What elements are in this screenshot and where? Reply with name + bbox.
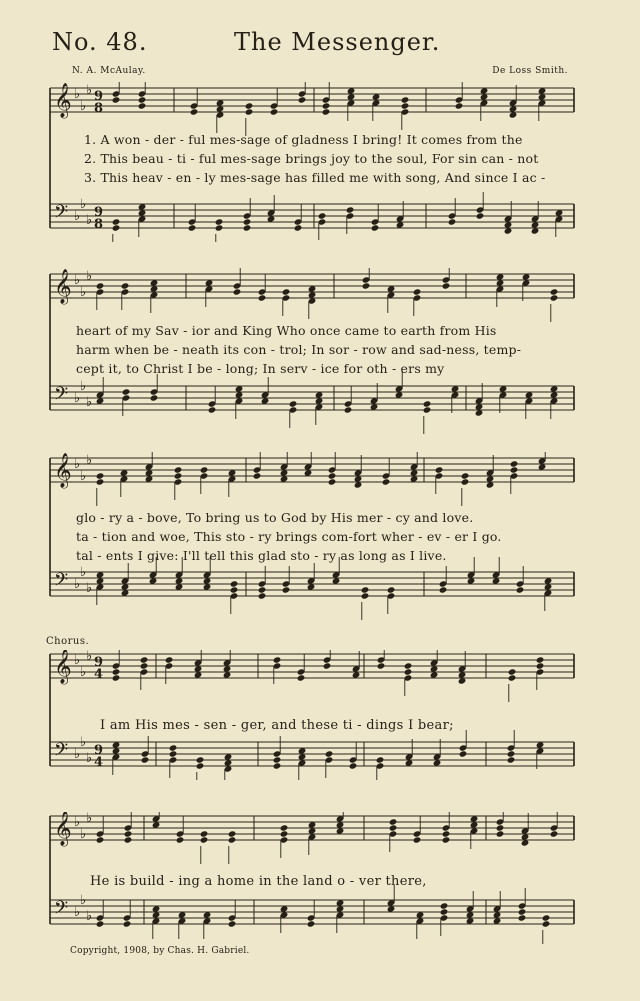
flat-icon: ♭	[80, 469, 87, 484]
note-head	[413, 288, 422, 295]
note-head	[112, 674, 121, 681]
note-head	[200, 830, 209, 837]
chorus-line-1: I am His mes - sen - ger, and these ti - dings I bear;	[100, 718, 454, 733]
note-head	[440, 902, 449, 909]
verse-lyrics	[76, 321, 572, 378]
note-head	[228, 836, 237, 843]
verse-1-line: 1. A won - der - ful mes-sage of gladness I bring! It comes from the	[84, 132, 523, 147]
note-head	[516, 586, 525, 593]
note-head	[169, 744, 178, 751]
bass-clef-icon: 𝄢	[54, 740, 69, 765]
verse-3-line: cept it, to Christ I be - long; In serv - ice for oth - ers my	[76, 361, 445, 376]
music-system-4	[46, 650, 576, 780]
flat-icon: ♭	[86, 213, 93, 228]
treble-clef-icon: 𝄞	[54, 83, 72, 118]
flat-icon: ♭	[86, 581, 93, 596]
note-head	[196, 756, 205, 763]
note-head	[371, 224, 380, 231]
flat-icon: ♭	[86, 269, 93, 284]
flat-icon: ♭	[86, 453, 93, 468]
note-head	[507, 756, 516, 763]
note-head	[273, 762, 282, 769]
flat-icon: ♭	[80, 893, 87, 908]
staff-graphic	[46, 650, 576, 780]
note-head	[258, 294, 267, 301]
copyright-notice: Copyright, 1908, by Chas. H. Gabriel.	[70, 946, 250, 956]
flat-icon: ♭	[74, 391, 81, 406]
note-head	[270, 108, 279, 115]
note-head	[323, 662, 332, 669]
note-head	[150, 394, 159, 401]
note-head	[510, 466, 519, 473]
lyricist-credit: N. A. McAulay.	[72, 66, 146, 76]
note-head	[174, 472, 183, 479]
note-head	[190, 108, 199, 115]
note-head	[112, 668, 121, 675]
note-head	[96, 920, 105, 927]
note-head	[325, 750, 334, 757]
note-head	[442, 830, 451, 837]
note-head	[196, 762, 205, 769]
note-head	[112, 96, 121, 103]
note-head	[448, 218, 457, 225]
treble-clef-icon: 𝄞	[54, 453, 72, 488]
chorus-label: Chorus.	[46, 636, 90, 647]
note-head	[550, 288, 559, 295]
note-head	[435, 466, 444, 473]
flat-icon: ♭	[74, 87, 81, 102]
note-head	[188, 224, 197, 231]
note-head	[461, 478, 470, 485]
note-head	[550, 294, 559, 301]
flat-icon: ♭	[80, 827, 87, 842]
note-head	[542, 914, 551, 921]
time-signature-bottom: 8	[94, 101, 104, 116]
note-head	[140, 662, 149, 669]
time-signature-bottom: 4	[94, 667, 104, 682]
treble-clef-icon: 𝄞	[54, 269, 72, 304]
verse-1-line: heart of my Sav - ior and King Who once came to earth from His	[76, 323, 497, 338]
music-system-5	[46, 812, 576, 944]
note-head	[253, 472, 262, 479]
time-signature-bottom: 4	[94, 755, 104, 770]
note-head	[121, 282, 130, 289]
note-head	[439, 586, 448, 593]
note-head	[208, 406, 217, 413]
note-head	[112, 218, 121, 225]
note-head	[245, 102, 254, 109]
note-head	[96, 836, 105, 843]
treble-clef-icon: 𝄞	[54, 650, 72, 684]
bass-clef-icon: 𝄢	[54, 570, 69, 595]
note-head	[461, 472, 470, 479]
note-head	[401, 96, 410, 103]
note-head	[282, 288, 291, 295]
note-head	[165, 656, 174, 663]
note-head	[459, 750, 468, 757]
time-signature-top: 9	[94, 89, 104, 104]
note-head	[233, 288, 242, 295]
note-head	[346, 206, 355, 213]
note-head	[215, 224, 224, 231]
note-head	[273, 756, 282, 763]
note-head	[141, 756, 150, 763]
note-head	[200, 466, 209, 473]
note-head	[230, 586, 239, 593]
verse-2-line: 2. This beau - ti - ful mes-sage brings joy to the soul, For sin can - not	[84, 151, 539, 166]
note-head	[442, 282, 451, 289]
flat-icon: ♭	[74, 815, 81, 830]
flat-icon: ♭	[74, 457, 81, 472]
bass-clef-icon: 𝄢	[54, 384, 69, 409]
treble-clef-icon: 𝄞	[54, 812, 72, 846]
verse-2-line: harm when be - neath its con - trol; In sor - row and sad-ness, temp-	[76, 342, 522, 357]
note-head	[413, 836, 422, 843]
note-head	[404, 668, 413, 675]
verse-3-line: tal - ents I give: I'll tell this glad sto - ry as long as I live.	[76, 548, 447, 563]
note-head	[228, 830, 237, 837]
time-signature-top: 9	[94, 655, 104, 670]
flat-icon: ♭	[74, 747, 81, 762]
note-head	[280, 830, 289, 837]
note-head	[508, 668, 517, 675]
note-head	[273, 656, 282, 663]
verse-lyrics	[76, 508, 572, 565]
note-head	[442, 836, 451, 843]
note-head	[294, 224, 303, 231]
note-head	[550, 830, 559, 837]
chorus-line-2: He is build - ing a home in the land o - ver there,	[90, 874, 427, 889]
note-head	[96, 472, 105, 479]
note-head	[112, 224, 121, 231]
note-head	[124, 830, 133, 837]
credits-row	[44, 66, 596, 80]
note-head	[122, 388, 131, 395]
note-head	[328, 472, 337, 479]
time-signature-bottom: 8	[94, 217, 104, 232]
bass-clef-icon: 𝄢	[54, 898, 69, 923]
music-system-2	[46, 268, 576, 438]
note-head	[361, 592, 370, 599]
note-head	[174, 466, 183, 473]
note-head	[423, 406, 432, 413]
note-head	[200, 836, 209, 843]
note-head	[328, 478, 337, 485]
note-head	[496, 830, 505, 837]
note-head	[387, 586, 396, 593]
note-head	[96, 282, 105, 289]
note-head	[243, 218, 252, 225]
flat-icon: ♭	[86, 650, 93, 664]
note-head	[507, 750, 516, 757]
note-head	[496, 824, 505, 831]
note-head	[401, 102, 410, 109]
flat-icon: ♭	[80, 735, 87, 750]
note-head	[389, 824, 398, 831]
music-system-1	[46, 82, 576, 242]
title-row	[44, 28, 596, 62]
time-signature-top: 9	[94, 743, 104, 758]
flat-icon: ♭	[74, 209, 81, 224]
hymn-number: No. 48.	[52, 28, 148, 56]
flat-icon: ♭	[86, 909, 93, 924]
note-head	[536, 656, 545, 663]
flat-icon: ♭	[86, 751, 93, 766]
note-head	[455, 102, 464, 109]
note-head	[243, 224, 252, 231]
note-head	[215, 218, 224, 225]
note-head	[508, 674, 517, 681]
hymn-title: The Messenger.	[234, 28, 441, 56]
bass-clef-icon: 𝄢	[54, 202, 69, 227]
note-head	[377, 662, 386, 669]
note-head	[510, 460, 519, 467]
note-head	[476, 212, 485, 219]
flat-icon: ♭	[86, 812, 93, 826]
note-head	[298, 96, 307, 103]
note-head	[169, 750, 178, 757]
note-head	[362, 282, 371, 289]
note-head	[258, 586, 267, 593]
note-head	[307, 920, 316, 927]
note-head	[258, 592, 267, 599]
note-head	[322, 102, 331, 109]
note-head	[96, 478, 105, 485]
composer-credit: De Loss Smith.	[492, 66, 568, 76]
note-head	[318, 212, 327, 219]
flat-icon: ♭	[80, 565, 87, 580]
note-head	[322, 108, 331, 115]
note-head	[230, 580, 239, 587]
note-head	[138, 102, 147, 109]
flat-icon: ♭	[86, 395, 93, 410]
verse-lyrics	[84, 130, 572, 187]
note-head	[542, 920, 551, 927]
note-head	[349, 762, 358, 769]
time-signature-top: 9	[94, 205, 104, 220]
note-head	[404, 662, 413, 669]
note-head	[536, 662, 545, 669]
note-head	[518, 908, 527, 915]
flat-icon: ♭	[74, 653, 81, 668]
note-head	[123, 920, 132, 927]
flat-icon: ♭	[80, 665, 87, 680]
music-system-3	[46, 452, 576, 622]
flat-icon: ♭	[74, 577, 81, 592]
note-head	[245, 108, 254, 115]
note-head	[361, 586, 370, 593]
verse-2-line: ta - tion and woe, This sto - ry brings com-fort wher - ev - er I go.	[76, 529, 502, 544]
flat-icon: ♭	[74, 905, 81, 920]
note-head	[140, 656, 149, 663]
note-head	[280, 824, 289, 831]
flat-icon: ♭	[74, 273, 81, 288]
note-head	[124, 836, 133, 843]
note-head	[176, 836, 185, 843]
note-head	[382, 478, 391, 485]
flat-icon: ♭	[80, 285, 87, 300]
flat-icon: ♭	[86, 83, 93, 98]
verse-3-line: 3. This heav - en - ly mes-sage has filled me with song, And since I ac -	[84, 170, 546, 185]
flat-icon: ♭	[80, 197, 87, 212]
note-head	[138, 96, 147, 103]
note-head	[389, 818, 398, 825]
flat-icon: ♭	[80, 379, 87, 394]
note-head	[440, 908, 449, 915]
note-head	[423, 400, 432, 407]
note-head	[228, 920, 237, 927]
note-head	[282, 586, 291, 593]
note-head	[297, 674, 306, 681]
note-head	[289, 400, 298, 407]
note-head	[518, 914, 527, 921]
verse-1-line: glo - ry a - bove, To bring us to God by His mer - cy and love.	[76, 510, 474, 525]
note-head	[344, 406, 353, 413]
flat-icon: ♭	[80, 99, 87, 114]
note-head	[376, 756, 385, 763]
